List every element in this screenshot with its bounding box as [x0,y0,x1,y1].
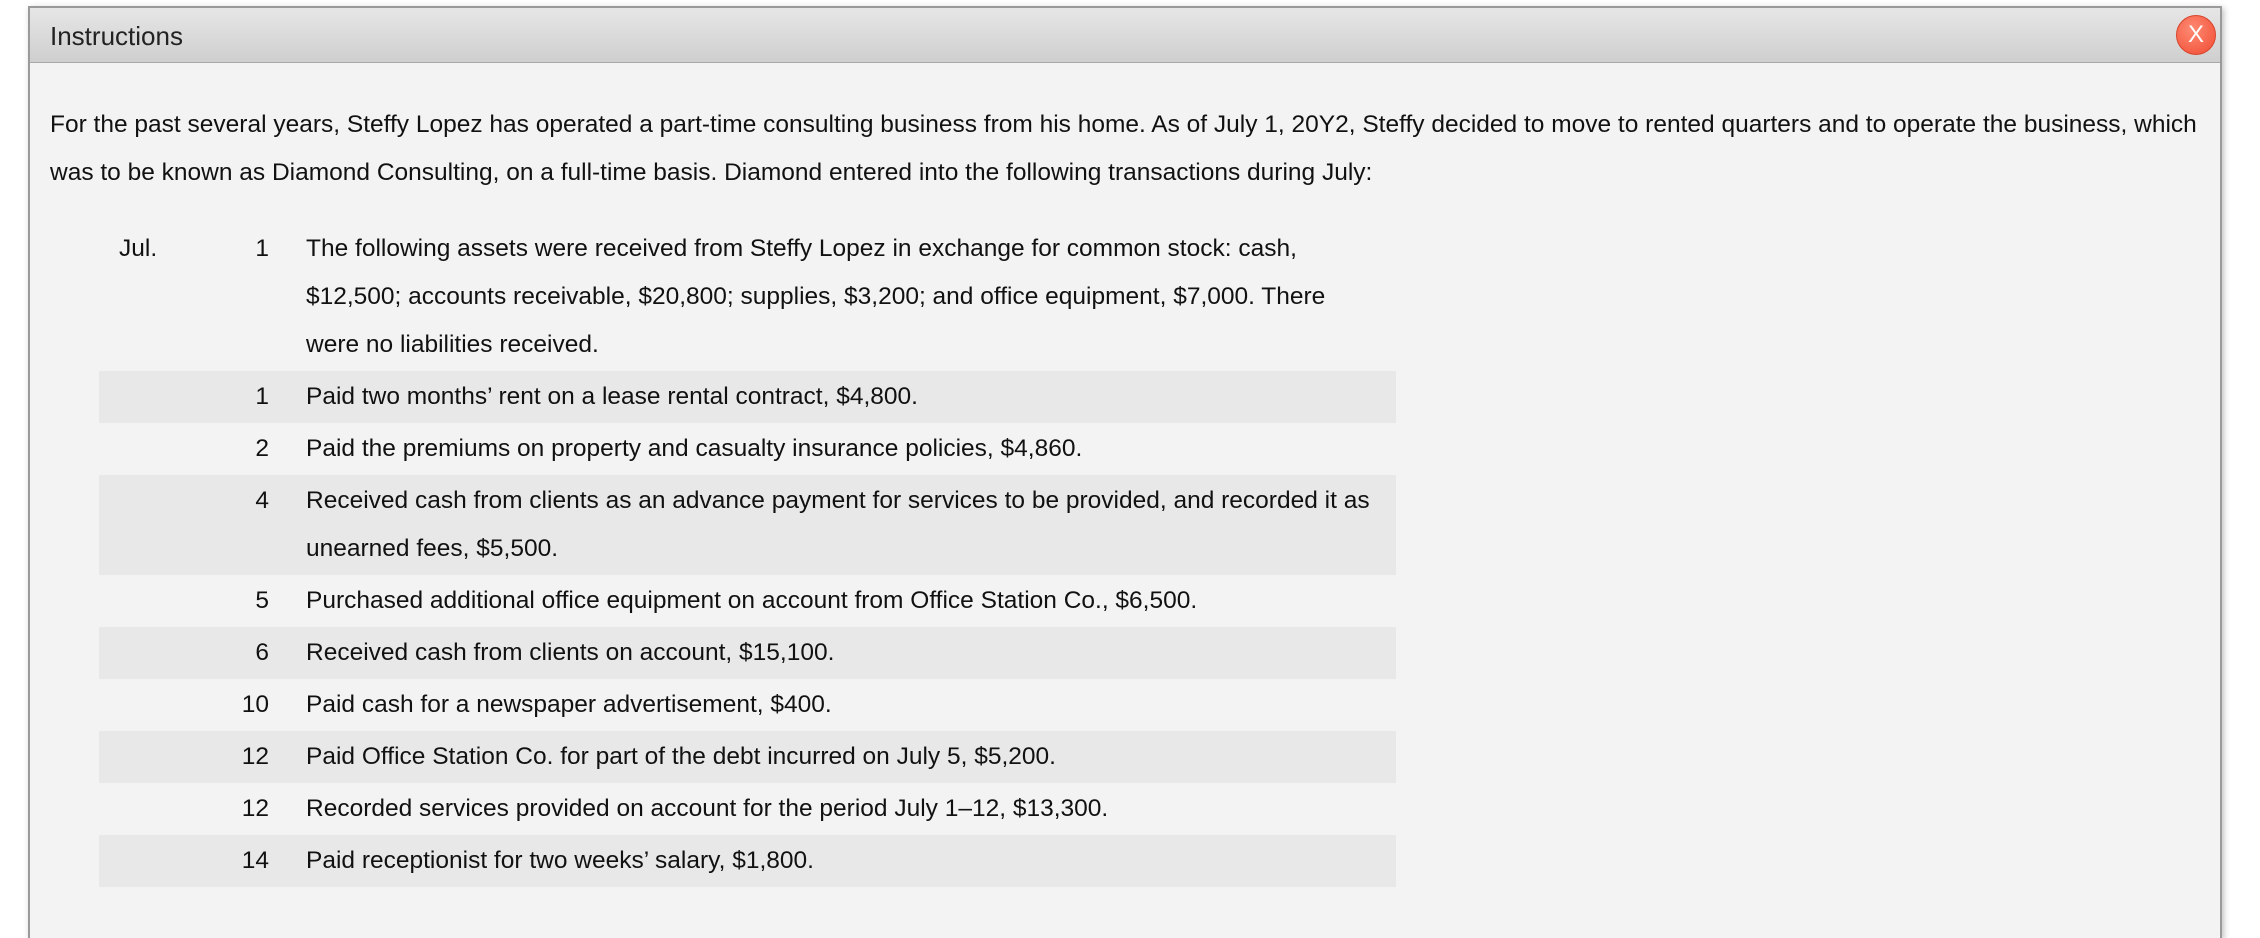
description-cell: Paid Office Station Co. for part of the debt incurred on July 5, $5,200. [269,731,1396,783]
month-cell [99,423,217,475]
day-cell: 2 [255,435,269,462]
day-cell: 14 [217,835,269,887]
description-cell: Paid cash for a newspaper advertisement, $400. [306,691,832,718]
month-cell [99,627,217,679]
month-cell [99,731,217,783]
table-row [99,371,1396,423]
description-cell: Paid two months’ rent on a lease rental contract, $4,800. [269,371,1396,423]
day-cell: 12 [217,731,269,783]
table-row [99,423,1396,475]
transactions-table [99,223,1396,887]
intro-paragraph: For the past several years, Steffy Lopez has operated a part-time consulting business from his home. As of July 1, 20Y2, Steffy decided to move to rented quarters and to operate the business, which was to be known as Diamond Consulting, on a full-time basis. Diamond entered into the following transactions during July: [50,111,2197,186]
day-cell: 1 [255,235,269,262]
description-cell: Received cash from clients on account, $15,100. [269,627,1396,679]
table-row [99,223,1396,371]
day-cell: 10 [241,691,269,718]
day-cell: 5 [255,587,269,614]
description-cell: Received cash from clients as an advance payment for services to be provided, and recorded it as unearned fees, $5,500. [269,475,1396,575]
table-row [99,679,1396,731]
day-cell: 6 [217,627,269,679]
table-row [99,475,1396,575]
table-row [99,627,1396,679]
close-button[interactable]: X [2176,15,2216,55]
month-cell [99,371,217,423]
day-cell: 12 [241,795,269,822]
description-cell: Purchased additional office equipment on account from Office Station Co., $6,500. [306,587,1198,614]
dialog-title: Instructions [50,21,183,51]
day-cell: 1 [217,371,269,423]
description-cell: Paid the premiums on property and casualty insurance policies, $4,860. [306,435,1083,462]
description-cell: Recorded services provided on account for the period July 1–12, $13,300. [306,795,1109,822]
month-cell [99,575,217,627]
month-cell [99,783,217,835]
dialog-titlebar [30,8,2220,63]
table-row [99,575,1396,627]
month-cell [99,679,217,731]
description-cell: Paid receptionist for two weeks’ salary, $1,800. [269,835,1396,887]
dialog-content [30,63,2220,887]
month-cell [99,475,217,575]
table-row [99,783,1396,835]
month-cell [99,835,217,887]
month-cell: Jul. [119,235,158,262]
table-row [99,731,1396,783]
day-cell: 4 [217,475,269,575]
description-cell: The following assets were received from Steffy Lopez in exchange for common stock: cash, $12,500; accounts receivable, $20,800; supplies, $3,200; and office equipment, $7,000. There were no liabilities received. [306,235,1326,358]
instructions-dialog [28,6,2222,938]
table-row [99,835,1396,887]
